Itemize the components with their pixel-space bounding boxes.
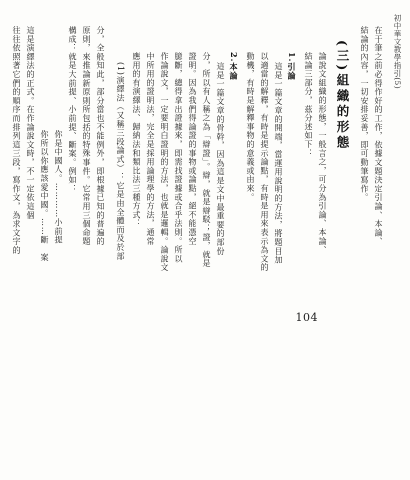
paragraph-line: 結論三部分，茲分述如下：: [304, 52, 313, 158]
paragraph-line: 動機，有時是解釋事物的意義或由來。: [246, 52, 255, 202]
example-line: 你是中國人。…………小前提: [54, 130, 63, 245]
paragraph-line: 作論說文，一定要明白證明的方法，也就是邏輯。論說文: [160, 52, 169, 272]
paragraph-line: 中所用的證明法，完全是採用論理學的方法，通常: [146, 52, 155, 246]
paragraph-line: 構成：就是大前提、小前提、斷案。例如：: [68, 26, 77, 194]
running-header: 初中華文教學指引(5): [393, 14, 402, 90]
paragraph-line: 證明。因為我們得論證的事物或論點，絕不能憑空: [188, 52, 197, 246]
paragraph-line: 臆斷，總得拿出證據來，即需找證據或合乎法則。所以: [174, 52, 183, 264]
paragraph-line: (1)演繹法（又稱三段論式）：它是由全體而及於部: [116, 62, 125, 261]
subsection-label: 2.本論: [229, 52, 239, 81]
paragraph-line: 往往依照著它們的順序而排列這三段，寫作文，為求文字的: [12, 26, 21, 255]
paragraph-line: 分，全般知此，部分當也不能例外，即根據已知的普遍的: [96, 26, 105, 246]
paragraph-line: 在于筆之前必得作好的工作，依據文題決定引論、本論、: [374, 26, 383, 246]
paragraph-line: 這是一篇文章的骨幹，因為這是文中最重要的部份: [216, 62, 225, 256]
paragraph-line: 論說文組織的形態，一般言之，可分為引論、本論、: [318, 52, 327, 255]
paragraph-line: 原則，來推論新原則所包括的特殊事件。它常用三個命題: [82, 26, 91, 246]
example-line: 你所以你應該愛中國。……斷 案: [40, 130, 49, 262]
paragraph-line: 分，所以有人稱之為「辯證」。辯，就是辯駁；證，就是: [202, 52, 211, 268]
paragraph-line: 這是一篇文章的開端，當運用說明的方法，將題目加: [274, 62, 283, 265]
section-heading: (三)組織的形態: [335, 40, 350, 151]
paragraph-line: 以適當的解釋，有時是提示論點，有時是用來表示為文的: [260, 52, 269, 272]
page-number: 104: [295, 311, 318, 324]
paragraph-line: 這是演繹法的正式。在作論說文時，不一定依這個: [26, 26, 35, 220]
subsection-label: 1.引論: [287, 52, 297, 81]
paragraph-line: 結論的內容，一切安排妥善，即可動筆寫作。: [360, 26, 369, 202]
paragraph-line: 應用的有演繹法、歸納法和類比法三種方式：: [132, 52, 141, 228]
